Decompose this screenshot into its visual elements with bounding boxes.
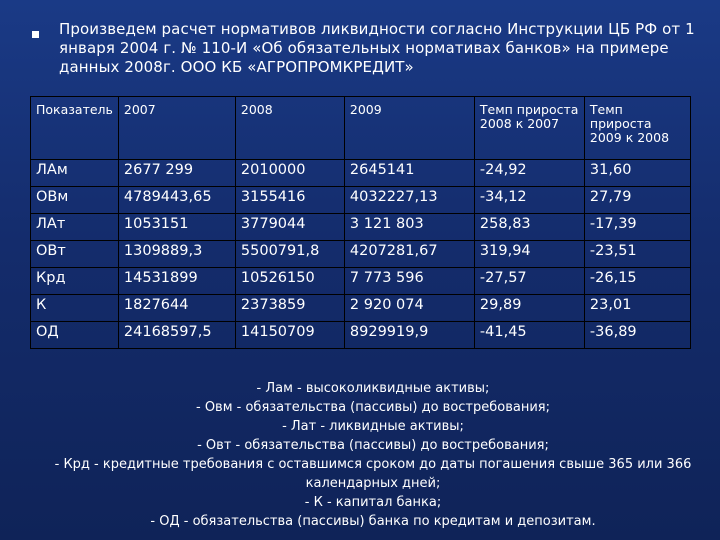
table-row [31,187,691,214]
table-cell: 8929919,9 [344,322,474,349]
table-cell: -27,57 [474,268,584,295]
table-cell: 2645141 [344,160,474,187]
table-cell: -24,92 [474,160,584,187]
liquidity-table [30,96,691,349]
table-cell: К [31,295,119,322]
table-cell: 3779044 [235,214,344,241]
table-cell: 2373859 [235,295,344,322]
table-cell: 7 773 596 [344,268,474,295]
table-cell: 2010000 [235,160,344,187]
table-cell: 2677 299 [118,160,235,187]
table-cell: ЛАм [31,160,119,187]
table-cell: -26,15 [584,268,690,295]
table-cell: 31,60 [584,160,690,187]
table-cell: ОВт [31,241,119,268]
table-cell: 1309889,3 [118,241,235,268]
table-cell: 14531899 [118,268,235,295]
table-cell: 3155416 [235,187,344,214]
table-cell: -17,39 [584,214,690,241]
table-cell: 2 920 074 [344,295,474,322]
column-header: 2007 [118,97,235,160]
table-row [31,322,691,349]
table-cell: Крд [31,268,119,295]
table-cell: ОВм [31,187,119,214]
legend-item: - Лат - ликвидные активы; [282,419,464,434]
table-cell: ЛАт [31,214,119,241]
legend-item: - К - капитал банка; [304,495,442,510]
table-cell: 14150709 [235,322,344,349]
legend-item: - Крд - кредитные требования с оставшимся сроком до даты погашения свыше 365 или 366 календарных дней; [54,457,692,491]
table-cell: 24168597,5 [118,322,235,349]
column-header: Темп прироста 2009 к 2008 [584,97,690,160]
legend-item: - Лам - высоколиквидные активы; [256,381,490,396]
table-cell: -41,45 [474,322,584,349]
column-header: 2008 [235,97,344,160]
header-text: Произведем расчет нормативов ликвидности согласно Инструкции ЦБ РФ от 1 января 2004 г. № 110-И «Об обязательных нормативах банков» на примере данных 2008г. ООО КБ «АГРОПРОМКРЕДИТ» [59,20,695,76]
table-row [31,160,691,187]
table-cell: 1053151 [118,214,235,241]
table-cell: 319,94 [474,241,584,268]
table-cell: ОД [31,322,119,349]
column-header: Показатель [31,97,119,160]
table-cell: 1827644 [118,295,235,322]
legend-list [28,379,718,531]
table-cell: -23,51 [584,241,690,268]
table-cell: 27,79 [584,187,690,214]
column-header: 2009 [344,97,474,160]
table-cell: 29,89 [474,295,584,322]
table-cell: 23,01 [584,295,690,322]
column-header: Темп прироста 2008 к 2007 [474,97,584,160]
table-cell: 10526150 [235,268,344,295]
table-cell: 258,83 [474,214,584,241]
table-row [31,295,691,322]
table-cell: 3 121 803 [344,214,474,241]
slide-header [25,20,705,77]
legend-item: - Овт - обязательства (пассивы) до востребования; [197,438,549,453]
table-cell: -34,12 [474,187,584,214]
table-cell: 5500791,8 [235,241,344,268]
table-row [31,268,691,295]
table-cell: 4032227,13 [344,187,474,214]
bullet-icon [32,31,39,38]
table-row [31,241,691,268]
table-cell: 4789443,65 [118,187,235,214]
table-cell: 4207281,67 [344,241,474,268]
table-row [31,214,691,241]
legend-item: - Овм - обязательства (пассивы) до востребования; [196,400,550,415]
table-header-row [31,97,691,160]
table-cell: -36,89 [584,322,690,349]
legend-item: - ОД - обязательства (пассивы) банка по кредитам и депозитам. [150,514,596,529]
